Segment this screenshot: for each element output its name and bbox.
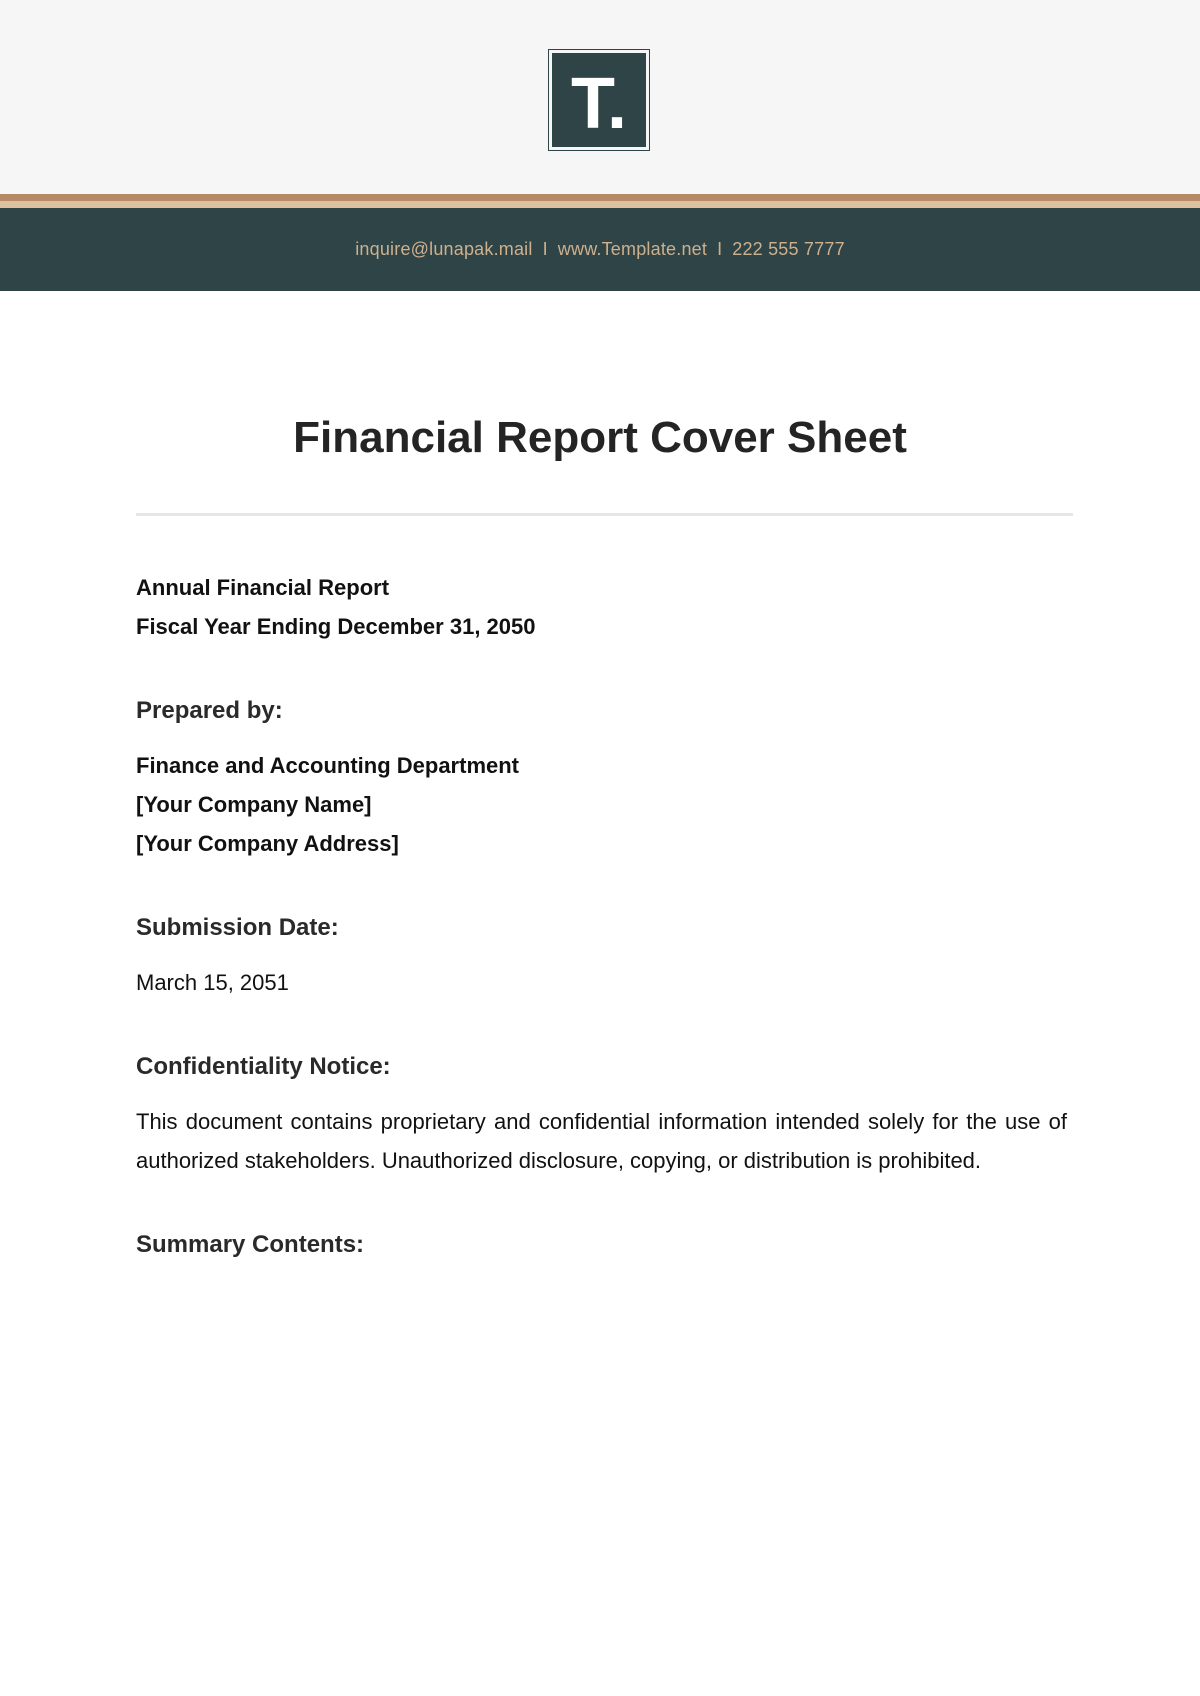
logo-mark-icon — [552, 53, 646, 147]
submission-date-value: March 15, 2051 — [136, 970, 289, 995]
submission-date-heading: Submission Date: — [136, 914, 339, 941]
title-divider — [136, 513, 1073, 516]
company-logo — [548, 49, 650, 151]
contact-email[interactable]: inquire@lunapak.mail — [355, 239, 533, 259]
department-name: Finance and Accounting Department — [136, 753, 520, 778]
contact-separator: I — [542, 239, 548, 259]
accent-stripe-tan — [0, 201, 1200, 208]
confidentiality-text: This document contains proprietary and confidential information intended solely for the use of authorized stakeholders. Unauthorized disclosure, copying, or distribution is prohibited. — [136, 1109, 1067, 1173]
page-title: Financial Report Cover Sheet — [293, 413, 907, 462]
summary-contents-heading: Summary Contents: — [136, 1231, 365, 1258]
prepared-by-heading: Prepared by: — [136, 697, 283, 724]
letterhead-band — [0, 0, 1200, 194]
report-name: Annual Financial Report — [136, 575, 390, 600]
company-address: [Your Company Address] — [136, 831, 399, 856]
fiscal-year: Fiscal Year Ending December 31, 2050 — [136, 614, 536, 639]
contact-bar — [0, 208, 1200, 291]
logo-letter: T. — [570, 64, 628, 144]
confidentiality-heading: Confidentiality Notice: — [136, 1053, 391, 1080]
document-body — [136, 568, 1067, 1261]
contact-phone[interactable]: 222 555 7777 — [732, 239, 845, 259]
contact-separator: I — [717, 239, 723, 259]
company-name: [Your Company Name] — [136, 792, 372, 817]
prepared-by-block — [136, 746, 1067, 863]
contact-website[interactable]: www.Template.net — [557, 239, 708, 259]
accent-stripe-brown — [0, 194, 1200, 201]
